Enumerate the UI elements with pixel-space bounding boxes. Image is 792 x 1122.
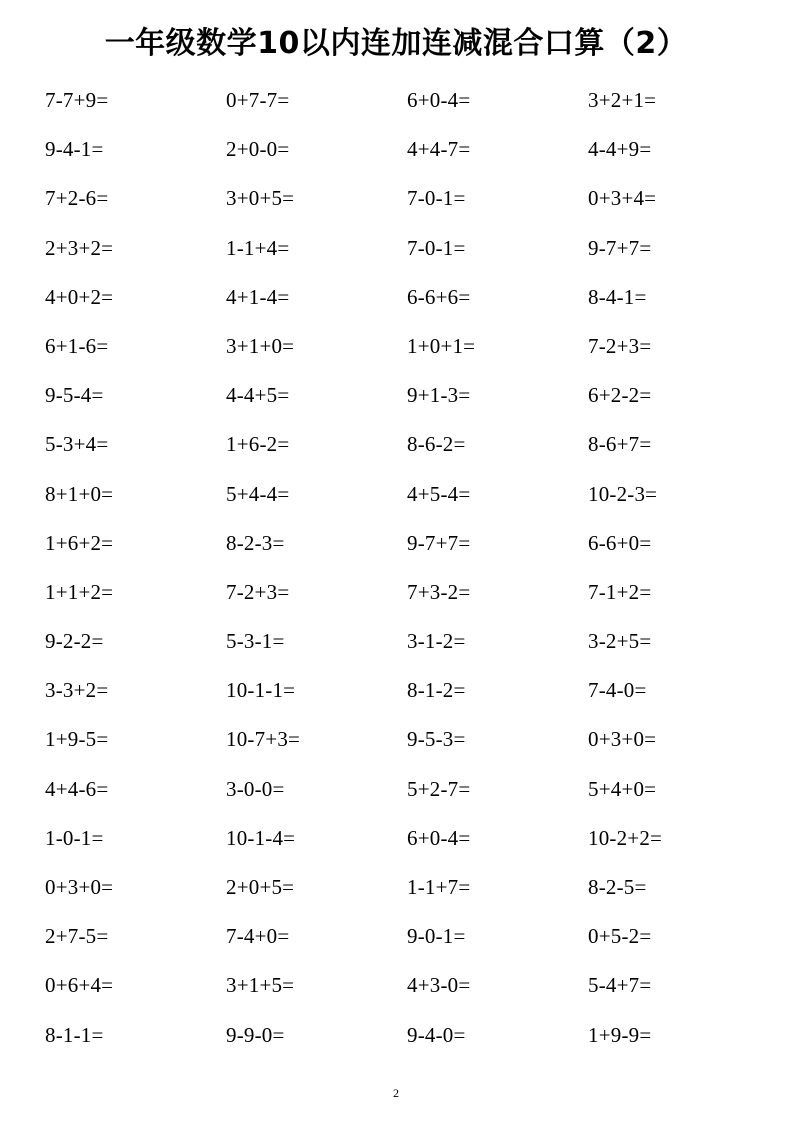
math-problem: 5+4-4=	[226, 481, 290, 506]
math-problem: 7-2+3=	[588, 333, 652, 358]
math-problem: 8+1+0=	[45, 481, 114, 506]
math-problem: 3-2+5=	[588, 629, 652, 654]
page-number: 2	[393, 1086, 399, 1100]
math-problem: 1-0-1=	[45, 825, 104, 850]
problem-grid	[45, 78, 765, 1062]
math-problem: 10-2+2=	[588, 825, 663, 850]
math-problem: 4-4+5=	[226, 383, 290, 408]
math-problem: 6+0-4=	[407, 825, 471, 850]
math-problem: 1+9-9=	[588, 1022, 652, 1047]
math-problem: 7+2-6=	[45, 186, 109, 211]
math-problem: 1+6+2=	[45, 530, 114, 555]
math-problem: 7-2+3=	[226, 579, 290, 604]
math-problem: 3-3+2=	[45, 678, 109, 703]
math-problem: 6-6+6=	[407, 284, 471, 309]
math-problem: 7-0-1=	[407, 186, 466, 211]
math-problem: 0+7-7=	[226, 88, 290, 112]
math-problem: 7-7+9=	[45, 88, 109, 112]
math-problem: 8-2-5=	[588, 875, 647, 899]
math-problem: 8-6+7=	[588, 432, 652, 457]
math-problem: 8-6-2=	[407, 432, 466, 457]
math-problem: 7+3-2=	[407, 579, 471, 604]
math-problem: 8-1-1=	[45, 1022, 104, 1047]
math-problem: 6+2-2=	[588, 383, 652, 408]
math-problem: 1+9-5=	[45, 727, 109, 752]
math-problem: 9+1-3=	[407, 383, 471, 408]
page-title: 一年级数学10以内连加连减混合口算（2）	[104, 26, 688, 61]
math-problem: 10-1-4=	[226, 825, 296, 850]
math-problem: 1-1+7=	[407, 875, 471, 899]
math-problem: 4+3-0=	[407, 973, 471, 998]
math-problem: 5-3-1=	[226, 629, 285, 654]
math-problem: 0+3+4=	[588, 186, 657, 211]
math-problem: 7-4+0=	[226, 924, 290, 949]
math-problem: 3-1-2=	[407, 629, 466, 654]
math-problem: 7-0-1=	[407, 235, 466, 260]
math-problem: 6+1-6=	[45, 333, 109, 358]
math-problem: 8-2-3=	[226, 530, 285, 555]
math-problem: 0+3+0=	[588, 727, 657, 752]
math-problem: 4+0+2=	[45, 284, 114, 309]
math-problem: 9-5-3=	[407, 727, 466, 752]
math-problem: 4-4+9=	[588, 137, 652, 162]
math-problem: 0+6+4=	[45, 973, 114, 998]
math-problem: 9-4-1=	[45, 137, 104, 162]
math-problem: 2+3+2=	[45, 235, 114, 260]
math-problem: 6+0-4=	[407, 88, 471, 112]
math-problem: 1+1+2=	[45, 579, 114, 604]
math-problem: 2+0-0=	[226, 137, 290, 162]
math-problem: 5-3+4=	[45, 432, 109, 457]
math-problem: 7-4-0=	[588, 678, 647, 703]
math-problem: 4+4-6=	[45, 776, 109, 801]
math-problem: 4+5-4=	[407, 481, 471, 506]
math-problem: 5-4+7=	[588, 973, 652, 998]
math-problem: 9-7+7=	[588, 235, 652, 260]
math-problem: 3+0+5=	[226, 186, 295, 211]
math-problem: 8-1-2=	[407, 678, 466, 703]
math-problem: 3+2+1=	[588, 88, 657, 112]
math-problem: 8-4-1=	[588, 284, 647, 309]
math-problem: 6-6+0=	[588, 530, 652, 555]
math-problem: 4+4-7=	[407, 137, 471, 162]
math-problem: 0+5-2=	[588, 924, 652, 949]
math-problem: 1-1+4=	[226, 235, 290, 260]
math-problem: 5+4+0=	[588, 776, 657, 801]
math-problem: 9-7+7=	[407, 530, 471, 555]
math-problem: 1+0+1=	[407, 333, 476, 358]
math-problem: 3+1+5=	[226, 973, 295, 998]
math-problem: 9-5-4=	[45, 383, 104, 408]
math-problem: 10-2-3=	[588, 481, 658, 506]
math-problem: 9-9-0=	[226, 1022, 285, 1047]
math-problem: 2+7-5=	[45, 924, 109, 949]
math-problem: 5+2-7=	[407, 776, 471, 801]
math-problem: 3+1+0=	[226, 333, 295, 358]
math-problem: 3-0-0=	[226, 776, 285, 801]
math-problem: 9-4-0=	[407, 1022, 466, 1047]
math-problem: 9-0-1=	[407, 924, 466, 949]
math-problem: 7-1+2=	[588, 579, 652, 604]
math-problem: 9-2-2=	[45, 629, 104, 654]
math-problem: 2+0+5=	[226, 875, 295, 899]
math-problem: 10-1-1=	[226, 678, 296, 703]
math-problem: 0+3+0=	[45, 875, 114, 899]
math-problem: 4+1-4=	[226, 284, 290, 309]
math-problem: 10-7+3=	[226, 727, 301, 752]
math-problem: 1+6-2=	[226, 432, 290, 457]
